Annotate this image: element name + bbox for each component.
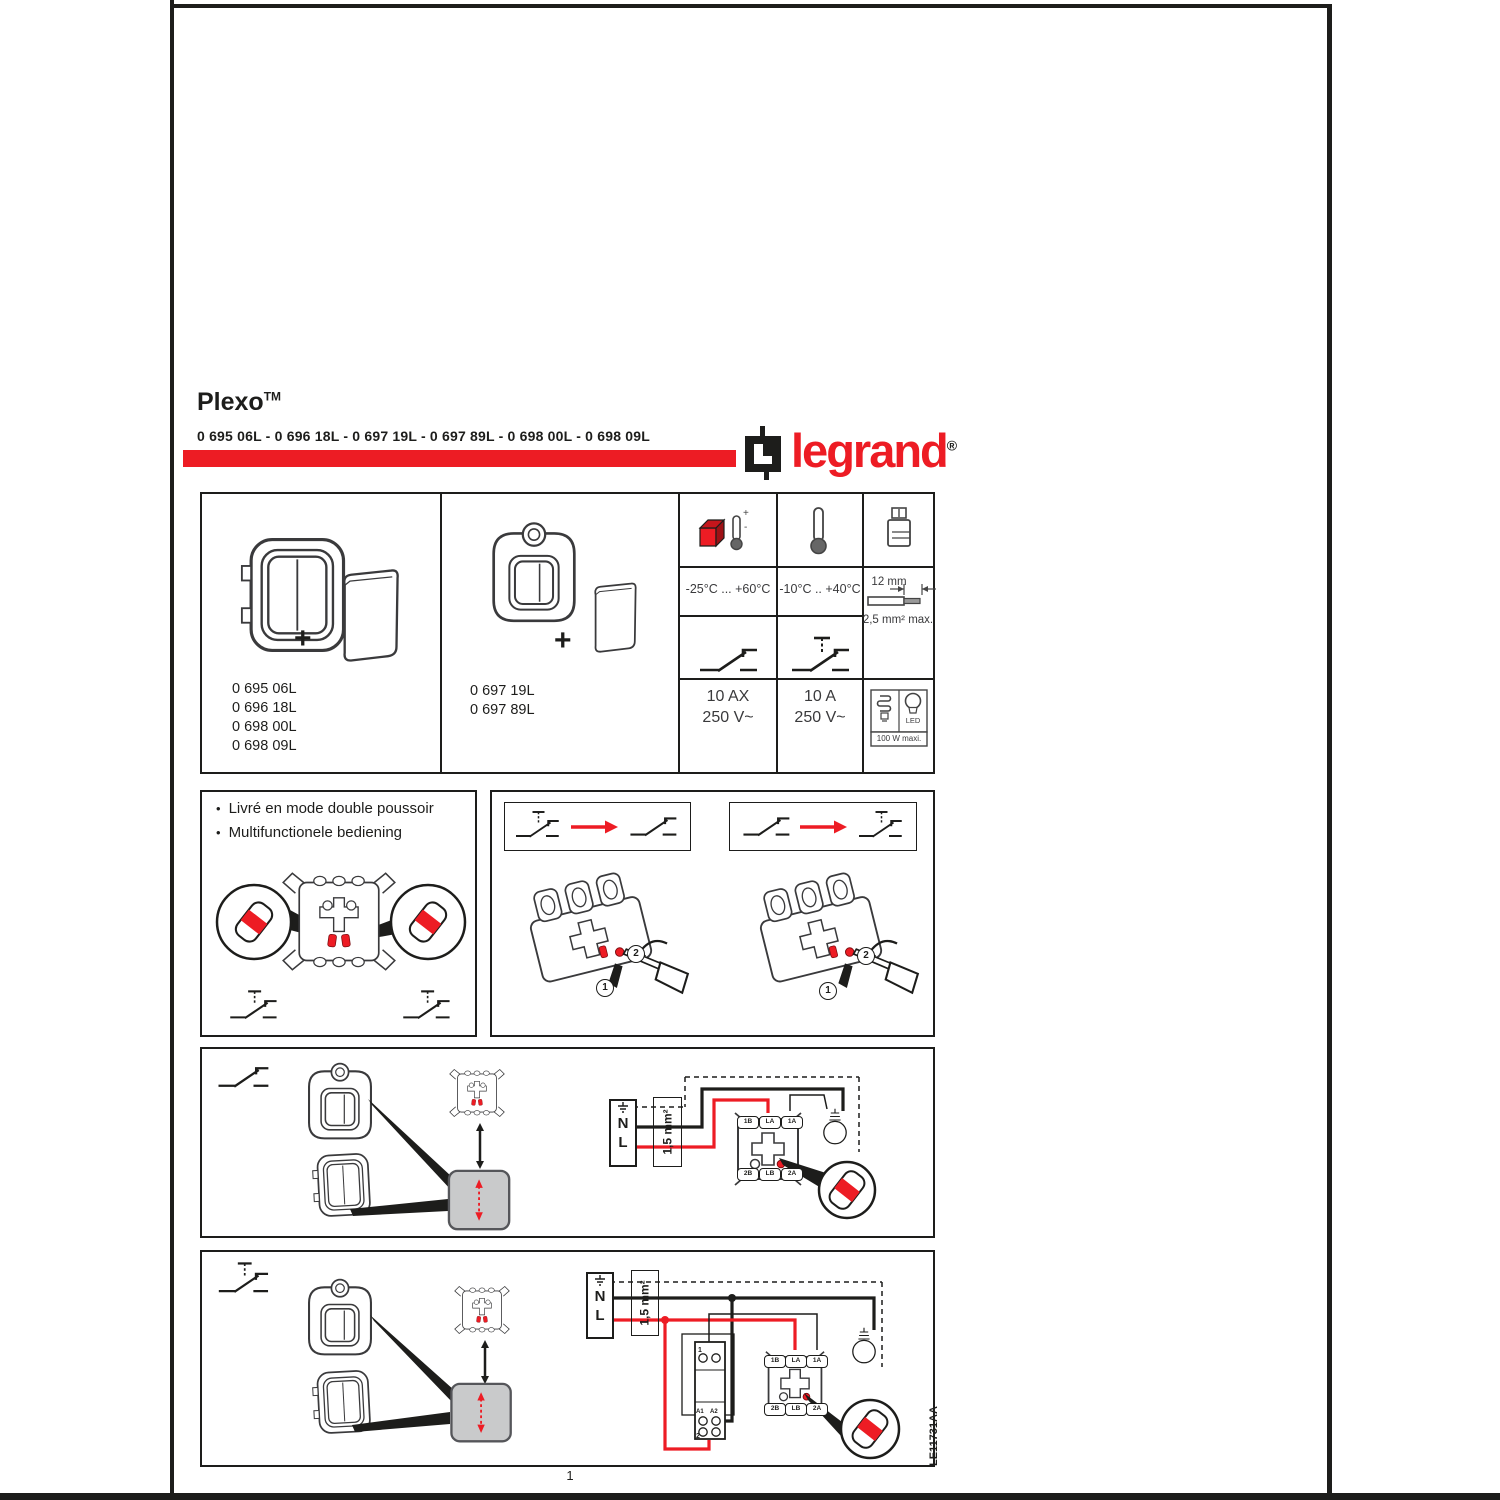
ref-item: 0 696 18L: [232, 700, 297, 716]
registered-mark: ®: [946, 437, 958, 454]
legrand-logo-mark: [741, 426, 787, 480]
red-bar: [183, 450, 736, 467]
cable-size-label: 1,5 mm²: [660, 1109, 675, 1155]
page-number: 1: [566, 1468, 574, 1483]
operating-temp-icon: [811, 508, 826, 554]
lamp-art: [853, 1328, 875, 1363]
rating-voltage: 250 V~: [794, 709, 846, 726]
cable-size-label: 1,5 mm²: [638, 1280, 653, 1326]
feature-text-fr: Livré en mode double poussoir: [228, 800, 434, 817]
terminal-1a: 1A: [806, 1355, 828, 1368]
relay-art: [695, 1342, 725, 1440]
brand-text: legrand: [791, 424, 947, 477]
conversion-art: [492, 792, 933, 1035]
brand-wordmark: [791, 423, 957, 478]
rocker-plate-art: [344, 570, 397, 660]
supply-box: [586, 1272, 614, 1339]
features-art: [202, 792, 475, 1035]
terminal-lb: LB: [785, 1403, 807, 1416]
step-1-badge: 1: [596, 979, 614, 997]
operating-temp: -10°C .. +40°C: [779, 582, 861, 596]
surface-switch-art: [494, 523, 575, 620]
terminal-lb: LB: [759, 1168, 781, 1181]
arrow-up-icon: [476, 1123, 484, 1131]
relay-terminal-1-label: 1: [698, 1347, 702, 1354]
lamp-max: 100 W maxi.: [876, 734, 922, 743]
live-label: L: [618, 1134, 628, 1151]
trademark: TM: [263, 389, 282, 404]
lamp-art: [824, 1109, 846, 1144]
terminal-la: LA: [785, 1355, 807, 1368]
supply-box: [609, 1099, 637, 1167]
product-refs-group1: [232, 680, 297, 756]
cable-size-box: [653, 1097, 682, 1167]
therm-minus: -: [744, 522, 748, 533]
neutral-label: N: [594, 1288, 606, 1305]
earth-icon: [593, 1274, 607, 1287]
mechanism-back-art: [283, 873, 395, 969]
terminal-2a: 2A: [781, 1168, 803, 1181]
terminal-2b: 2B: [737, 1168, 759, 1181]
bullet-icon: •: [216, 825, 221, 840]
rating-push: [778, 686, 862, 728]
switch-symbol: [219, 1068, 269, 1086]
frame-left: [170, 0, 174, 1500]
mechanism-back-art: [450, 1069, 505, 1116]
terminal-1b: 1B: [764, 1355, 786, 1368]
rocker-plate-art: [595, 584, 635, 652]
step-1-badge: 1: [819, 982, 837, 1000]
rating-switch: [680, 686, 776, 728]
document-reference: LE11731AA: [928, 1406, 940, 1466]
ref-item: 0 695 06L: [232, 681, 297, 697]
mechanism-screwdriver-art: [753, 869, 918, 993]
ref-item: 0 698 09L: [232, 738, 297, 754]
therm-plus: +: [743, 508, 749, 519]
storage-icon: [700, 516, 742, 550]
step-2-badge: 2: [857, 947, 875, 965]
flush-switch-art: [312, 1153, 371, 1216]
ref-item: 0 697 89L: [470, 702, 535, 718]
relay-terminal-a1-label: A1: [696, 1409, 704, 1415]
led-bulb-icon: [906, 694, 921, 709]
neutral-label: N: [617, 1115, 629, 1132]
relay-terminal-a2-label: A2: [710, 1409, 718, 1415]
pushbutton-mode-section: [200, 1250, 935, 1467]
earth-icon: [616, 1101, 630, 1114]
cable-size-box: [631, 1270, 659, 1336]
live-label: L: [595, 1307, 605, 1324]
terminal-clamp-icon: [888, 508, 910, 546]
frame-top: [170, 4, 1332, 8]
spec-table: [200, 492, 935, 774]
surface-switch-art: [309, 1280, 371, 1355]
page-title: [197, 388, 281, 417]
switch-symbol: [700, 650, 757, 671]
step-2-badge: 2: [627, 945, 645, 963]
storage-temp: -25°C ... +60°C: [685, 582, 771, 596]
conversion-box: [490, 790, 935, 1037]
bullet-icon: •: [216, 801, 221, 816]
plus-sign: +: [554, 624, 572, 657]
features-box: [200, 790, 477, 1037]
flush-switch-art: [242, 540, 344, 651]
wire-max: 2,5 mm² max.: [862, 614, 934, 626]
rating-current: 10 A: [803, 688, 837, 705]
terminal-2b: 2B: [764, 1403, 786, 1416]
rating-voltage: 250 V~: [702, 709, 754, 726]
feature-text-nl: Multifunctionele bediening: [228, 824, 403, 841]
ref-item: 0 698 00L: [232, 719, 297, 735]
strip-length: 12 mm: [871, 576, 907, 588]
led-label: LED: [905, 716, 921, 725]
pushbutton-symbol: [219, 1263, 268, 1292]
terminal-1b: 1B: [737, 1116, 759, 1129]
mechanism-screwdriver-art: [523, 869, 688, 993]
terminal-la: LA: [759, 1116, 781, 1129]
pushbutton-symbol: [792, 638, 849, 671]
gray-plate-art: [451, 1384, 510, 1441]
arrow-up-icon: [481, 1340, 489, 1348]
terminal-1a: 1A: [781, 1116, 803, 1129]
arrow-down-icon: [476, 1161, 484, 1169]
pushbutton-symbol: [230, 991, 276, 1018]
pushbutton-symbol: [403, 991, 449, 1018]
terminal-2a: 2A: [806, 1403, 828, 1416]
ref-item: 0 697 19L: [470, 683, 535, 699]
product-refs-group2: [470, 682, 535, 720]
switch-wiring-art: [202, 1049, 933, 1236]
product-name: Plexo: [197, 388, 264, 416]
relay-terminal-2-label: 2: [696, 1433, 700, 1440]
frame-bottom: [0, 1493, 1500, 1500]
surface-switch-art: [309, 1064, 371, 1139]
switch-mode-section: [200, 1047, 935, 1238]
rating-current: 10 AX: [706, 688, 750, 705]
reference-numbers: 0 695 06L - 0 696 18L - 0 697 19L - 0 697 89L - 0 698 00L - 0 698 09L: [197, 428, 651, 444]
mechanism-back-art: [455, 1286, 510, 1333]
plus-sign: +: [294, 622, 312, 655]
gray-plate-art: [449, 1171, 509, 1229]
frame-right: [1327, 4, 1332, 1496]
